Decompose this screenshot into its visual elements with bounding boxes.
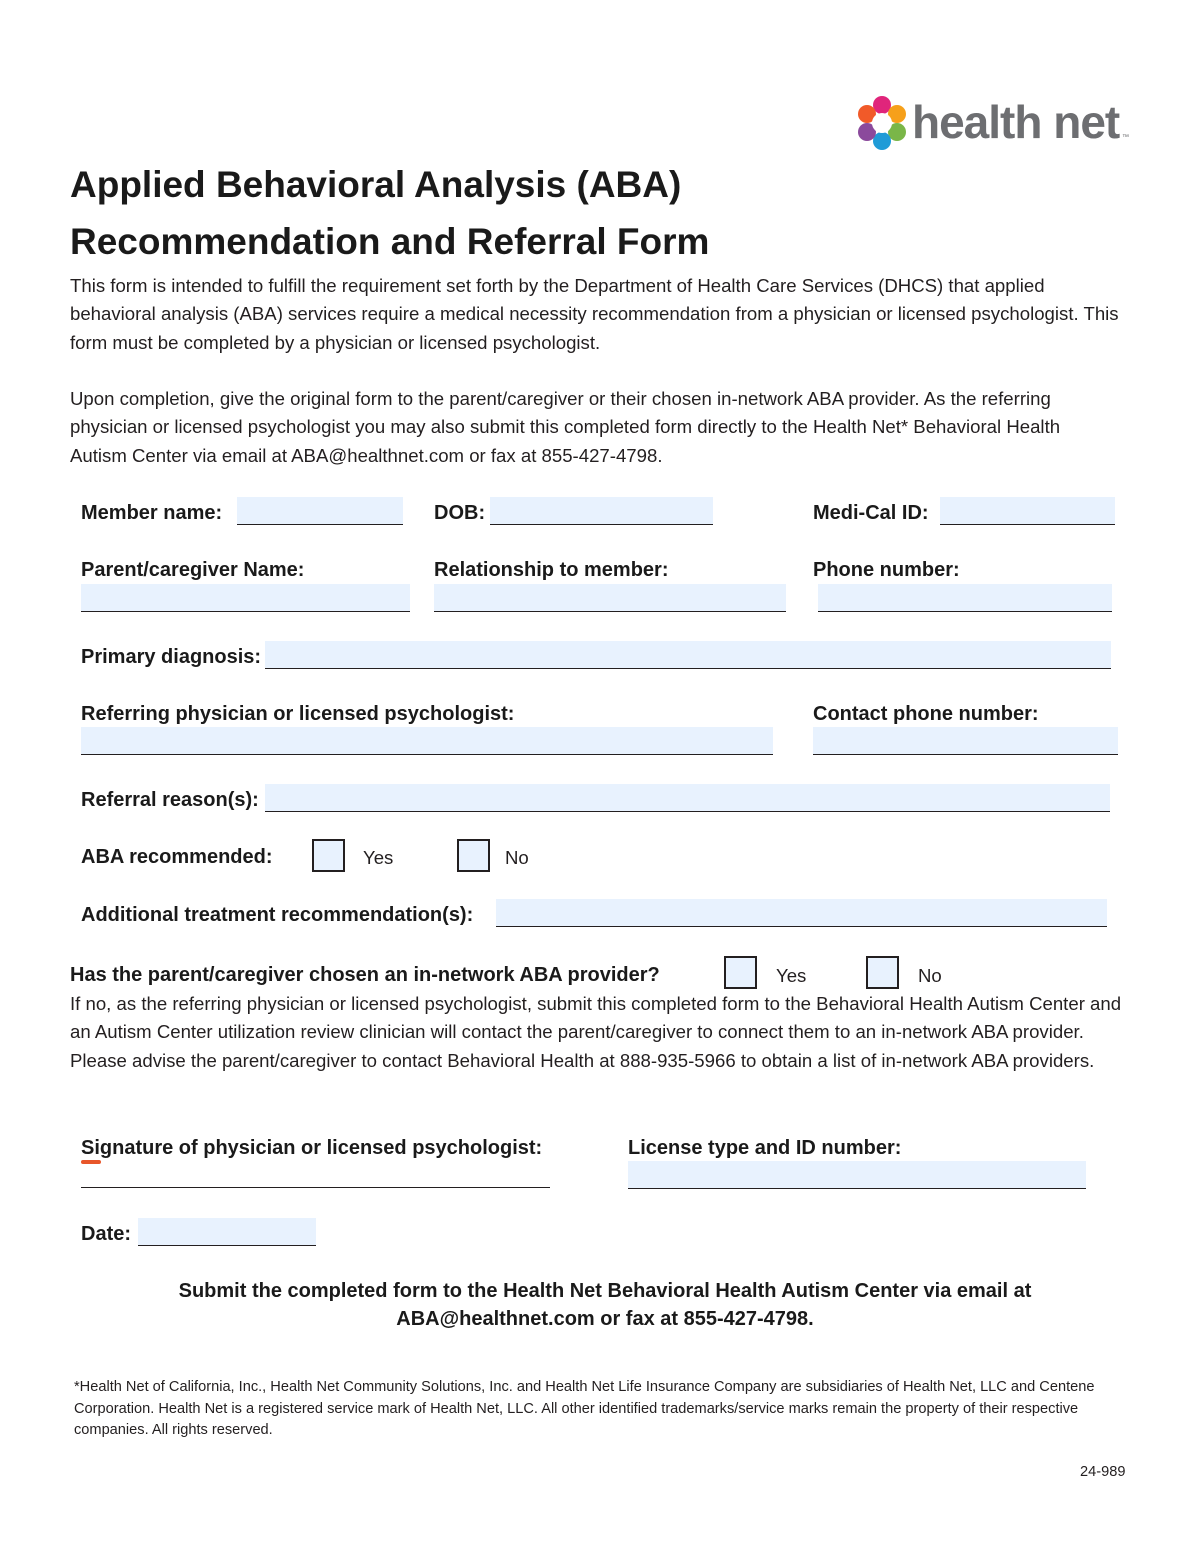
referral-reasons-field[interactable] [265, 784, 1110, 812]
date-field[interactable] [138, 1218, 316, 1246]
provider-yes-checkbox[interactable] [724, 956, 757, 989]
contact-phone-label: Contact phone number: [813, 703, 1039, 725]
dob-label: DOB: [434, 502, 486, 524]
provider-question-label: Has the parent/caregiver chosen an in-network ABA provider? [70, 964, 660, 986]
member-name-label: Member name: [81, 502, 223, 524]
aba-recommended-yes-label: Yes [363, 847, 394, 868]
phone-label: Phone number: [813, 559, 960, 581]
referring-physician-label: Referring physician or licensed psychologist: [81, 703, 515, 725]
brand-trademark: ™ [1122, 134, 1129, 141]
relationship-field[interactable] [434, 584, 786, 612]
caregiver-name-field[interactable] [81, 584, 410, 612]
brand-wordmark: health net [912, 96, 1120, 148]
phone-field[interactable] [818, 584, 1112, 612]
primary-diagnosis-field[interactable] [265, 641, 1111, 669]
relationship-label: Relationship to member: [434, 559, 669, 581]
spellcheck-marker [81, 1160, 101, 1164]
intro-paragraph-1: This form is intended to fulfill the requirement set forth by the Department of Health Care Services (DHCS) that applied behavioral analysis (ABA) services require a medical necessity recommendation from a physician or licensed psychologist. This form must be completed by a physician or licensed psychologist. [70, 275, 1119, 353]
aba-recommended-no-label: No [505, 847, 529, 868]
date-label: Date: [81, 1223, 132, 1245]
provider-no-checkbox[interactable] [866, 956, 899, 989]
additional-treatment-label: Additional treatment recommendation(s): [81, 904, 474, 926]
provider-note: If no, as the referring physician or licensed psychologist, submit this completed form to the Behavioral Health Autism Center and an Autism Center utilization review clinician will contact the parent/caregiver to connect them to an in-network ABA provider. Please advise the parent/caregiver to contact Behavioral Health at 888-935-5966 to obtain a list of in-network ABA providers. [70, 993, 1122, 1071]
intro-paragraph-2: Upon completion, give the original form to the parent/caregiver or their chosen in-network ABA provider. As the referring physician or licensed psychologist you may also submit this completed form directly to the Health Net* Behavioral Health Autism Center via email at ABA@healthnet.com or fax at 855-427-4798. [70, 388, 1061, 466]
referring-physician-field[interactable] [81, 727, 773, 755]
medi-cal-id-field[interactable] [940, 497, 1115, 525]
form-number: 24-989 [1080, 1464, 1126, 1480]
referral-reasons-label: Referral reason(s): [81, 789, 259, 811]
health-net-flower-icon [852, 92, 912, 154]
aba-recommended-no-checkbox[interactable] [457, 839, 490, 872]
page-title-line2: Recommendation and Referral Form [70, 221, 710, 262]
submit-instructions-line2: ABA@healthnet.com or fax at 855-427-4798. [396, 1308, 814, 1330]
dob-field[interactable] [490, 497, 713, 525]
signature-line[interactable] [81, 1186, 550, 1188]
contact-phone-field[interactable] [813, 727, 1118, 755]
provider-no-label: No [918, 965, 942, 986]
signature-field[interactable] [81, 1166, 550, 1186]
license-field[interactable] [628, 1161, 1086, 1189]
aba-recommended-yes-checkbox[interactable] [312, 839, 345, 872]
medi-cal-id-label: Medi-Cal ID: [813, 502, 929, 524]
primary-diagnosis-label: Primary diagnosis: [81, 646, 262, 668]
caregiver-name-label: Parent/caregiver Name: [81, 559, 305, 581]
member-name-field[interactable] [237, 497, 403, 525]
provider-yes-label: Yes [776, 965, 807, 986]
license-label: License type and ID number: [628, 1137, 902, 1159]
aba-recommended-label: ABA recommended: [81, 846, 273, 868]
footer-disclaimer: *Health Net of California, Inc., Health Net Community Solutions, Inc. and Health Net Life Insurance Company are subsidiaries of Health Net, LLC and Centene Corporation. Health Net is a registered service mark of Health Net, LLC. All other identified trademarks/service marks remain the property of their respective companies. All rights reserved. [74, 1379, 1095, 1438]
additional-treatment-field[interactable] [496, 899, 1107, 927]
signature-label: Signature of physician or licensed psychologist: [81, 1137, 543, 1159]
page-title-line1: Applied Behavioral Analysis (ABA) [70, 164, 682, 205]
submit-instructions-line1: Submit the completed form to the Health Net Behavioral Health Autism Center via email at [178, 1280, 1032, 1302]
